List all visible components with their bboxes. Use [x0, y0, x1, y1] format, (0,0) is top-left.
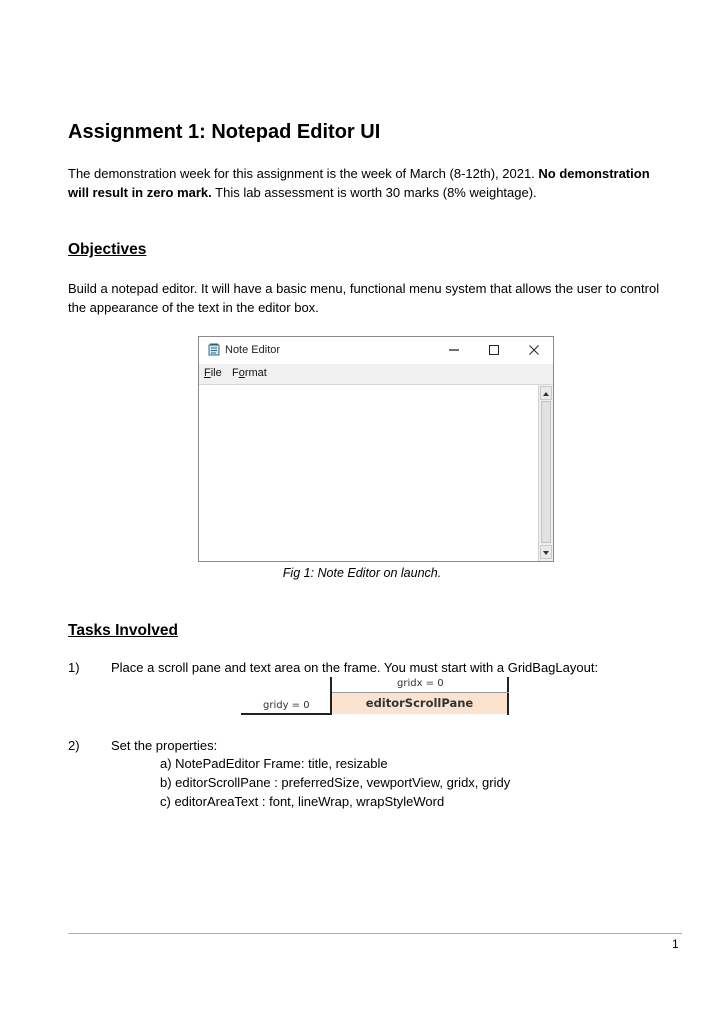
grid-divider-right [507, 677, 509, 715]
menu-file[interactable] [204, 367, 222, 379]
window-title: Note Editor [225, 344, 281, 356]
intro-paragraph [68, 164, 668, 202]
close-icon [529, 345, 539, 355]
intro-text-2: This lab assessment is worth 30 marks (8% weightage). [211, 185, 537, 200]
menu-file-label: ile [210, 367, 222, 379]
scroll-up-button[interactable] [540, 386, 552, 400]
objectives-paragraph: Build a notepad editor. It will have a basic menu, functional menu system that allows the user to control the appearance of the text in the editor box. [68, 281, 660, 315]
editor-text-area[interactable] [199, 385, 538, 561]
figure-caption: Fig 1: Note Editor on launch. [282, 566, 442, 580]
gridy-label: gridy = 0 [263, 700, 310, 711]
maximize-icon [489, 345, 499, 355]
document-title: Assignment 1: Notepad Editor UI [68, 121, 381, 143]
window-menubar [199, 364, 553, 385]
menu-format-label-end: rmat [244, 367, 267, 379]
vertical-scrollbar[interactable] [538, 385, 553, 561]
scrollbar-track[interactable] [541, 401, 551, 543]
page-number: 1 [672, 937, 679, 951]
task-number-1: 1) [68, 660, 80, 675]
arrow-down-icon [541, 547, 551, 559]
gridbag-layout-figure [241, 677, 509, 715]
task-text-2: Set the properties: [111, 738, 218, 753]
grid-divider-vertical [330, 677, 332, 715]
minimize-icon [449, 345, 459, 355]
intro-bold-text: No demonstration will result in zero mark. [68, 166, 650, 200]
property-item-c: c) editorAreaText : font, lineWrap, wrapStyleWord [160, 794, 445, 809]
maximize-button[interactable] [480, 341, 508, 359]
arrow-up-icon [541, 388, 551, 400]
task-text-1: Place a scroll pane and text area on the frame. You must start with a GridBagLayout: [111, 660, 599, 675]
footer-divider [68, 933, 682, 934]
task-number-2: 2) [68, 738, 80, 753]
menu-format[interactable] [232, 367, 267, 379]
tasks-heading: Tasks Involved [68, 622, 178, 639]
menu-format-label-start: F [232, 367, 239, 379]
property-list [160, 754, 510, 811]
window-titlebar [199, 337, 553, 364]
notepad-app-icon [208, 343, 221, 356]
editor-scroll-pane-label: editorScrollPane [365, 696, 474, 710]
menu-file-mnemonic: F [204, 367, 211, 379]
note-editor-window [198, 336, 554, 562]
property-item-a: a) NotePadEditor Frame: title, resizable [160, 756, 388, 771]
minimize-button[interactable] [440, 341, 468, 359]
menu-format-mnemonic: o [238, 367, 245, 379]
intro-text-1: The demonstration week for this assignment is the week of March (8-12th), 2021. [68, 166, 539, 181]
grid-divider-bottom [241, 713, 332, 715]
grid-divider-header [332, 692, 509, 693]
objectives-heading: Objectives [68, 241, 147, 258]
gridx-label: gridx = 0 [397, 678, 444, 689]
scroll-down-button[interactable] [540, 545, 552, 559]
property-item-b: b) editorScrollPane : preferredSize, vewportView, gridx, gridy [160, 775, 511, 790]
close-button[interactable] [520, 341, 548, 359]
